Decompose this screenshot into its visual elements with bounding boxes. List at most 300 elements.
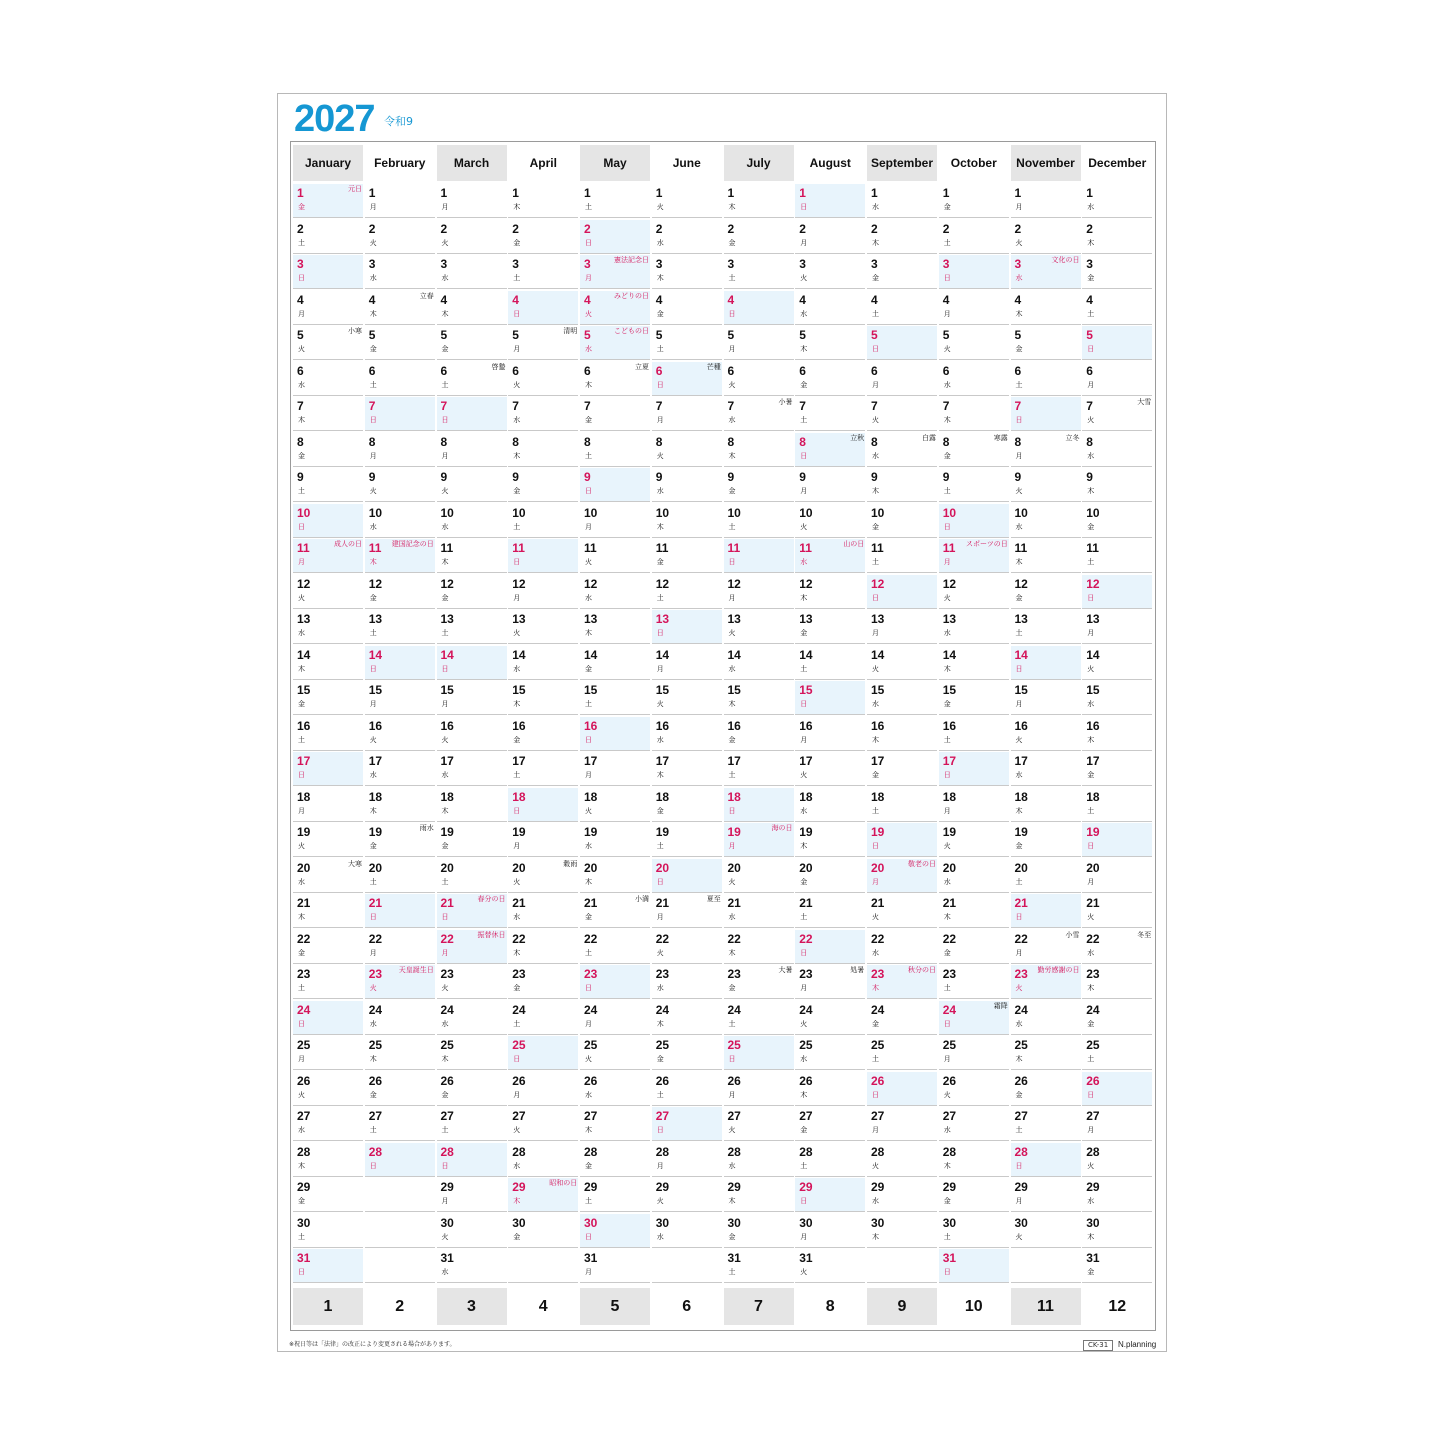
day-number: 27 <box>1086 1109 1100 1123</box>
day-number: 15 <box>799 683 813 697</box>
day-cell <box>867 930 937 964</box>
day-number: 2 <box>368 221 376 236</box>
weekday-label: 水 <box>298 380 305 389</box>
day-number: 7 <box>1014 399 1022 413</box>
weekday-label: 土 <box>369 629 377 637</box>
holiday-label: 海の日 <box>771 824 793 832</box>
day-number: 16 <box>871 718 885 733</box>
weekday-label: 月 <box>800 238 808 247</box>
day-number: 26 <box>727 1073 741 1088</box>
day-number: 26 <box>799 1073 813 1088</box>
day-cell <box>365 468 435 502</box>
weekday-label: 土 <box>656 345 664 353</box>
weekday-label: 土 <box>441 877 449 886</box>
weekday-label: 火 <box>298 842 305 850</box>
day-cell <box>652 1214 722 1248</box>
day-cell <box>1011 539 1081 573</box>
day-number: 12 <box>584 576 598 591</box>
day-number: 20 <box>368 860 383 875</box>
weekday-label: 土 <box>585 948 592 957</box>
holiday-label: 元日 <box>348 185 362 193</box>
day-cell <box>1011 362 1081 396</box>
day-cell <box>1011 610 1081 644</box>
weekday-label: 月 <box>298 806 305 815</box>
day-cell <box>580 610 650 644</box>
day-number: 15 <box>297 683 311 697</box>
weekday-label: 水 <box>1087 451 1095 460</box>
day-number: 28 <box>655 1144 670 1159</box>
day-cell <box>939 433 1009 467</box>
day-cell <box>795 1107 865 1141</box>
day-number: 21 <box>655 896 670 910</box>
weekday-label: 木 <box>298 1161 305 1170</box>
weekday-label: 月 <box>298 309 305 318</box>
day-cell <box>1082 717 1152 751</box>
day-cell <box>293 326 363 360</box>
day-cell <box>939 859 1009 893</box>
day-cell <box>1082 1036 1152 1070</box>
weekday-label: 日 <box>369 1161 377 1170</box>
weekday-label: 月 <box>656 664 664 673</box>
day-number: 25 <box>584 1038 598 1052</box>
day-number: 16 <box>1014 718 1028 733</box>
day-number: 5 <box>512 328 519 342</box>
day-number: 16 <box>1086 718 1100 733</box>
day-number: 4 <box>799 292 806 307</box>
weekday-label: 木 <box>513 948 521 957</box>
day-number: 4 <box>440 292 448 307</box>
day-number: 3 <box>1014 257 1022 271</box>
empty-cell <box>365 1249 435 1283</box>
day-number: 10 <box>584 505 598 520</box>
day-cell <box>795 1178 865 1212</box>
day-number: 9 <box>727 470 735 484</box>
month-number: 6 <box>682 1298 692 1315</box>
weekday-label: 木 <box>943 664 951 673</box>
weekday-label: 木 <box>1015 558 1023 566</box>
day-cell <box>939 894 1009 928</box>
weekday-label: 木 <box>656 771 664 779</box>
day-number: 24 <box>512 1002 526 1017</box>
day-number: 7 <box>1086 399 1093 413</box>
year-title: 2027 <box>294 98 375 140</box>
solar-term-label: 啓蟄 <box>491 362 506 371</box>
weekday-label: 金 <box>513 487 521 495</box>
day-number: 1 <box>942 186 950 200</box>
weekday-label: 月 <box>513 593 521 602</box>
weekday-label: 土 <box>585 451 592 460</box>
day-cell <box>580 823 650 857</box>
day-cell <box>867 291 937 325</box>
day-number: 13 <box>584 612 598 626</box>
day-cell <box>1011 184 1081 218</box>
day-cell <box>365 681 435 715</box>
weekday-label: 水 <box>585 345 592 353</box>
holiday-label: 憲法記念日 <box>614 256 649 264</box>
day-cell <box>652 788 722 822</box>
weekday-label: 火 <box>298 593 305 602</box>
day-cell <box>939 1107 1009 1141</box>
weekday-label: 木 <box>298 664 305 673</box>
day-cell <box>365 362 435 396</box>
day-cell <box>365 1143 435 1177</box>
day-cell <box>580 1143 650 1177</box>
day-number: 9 <box>584 470 591 484</box>
day-cell <box>939 184 1009 218</box>
day-number: 27 <box>727 1109 741 1123</box>
day-number: 4 <box>1086 292 1093 307</box>
day-cell <box>652 255 722 289</box>
weekday-label: 金 <box>800 877 808 886</box>
holiday-label: 山の日 <box>843 540 865 548</box>
day-number: 10 <box>942 505 957 520</box>
weekday-label: 日 <box>1087 345 1095 353</box>
day-cell <box>652 433 722 467</box>
day-number: 13 <box>1086 612 1100 626</box>
day-number: 18 <box>655 789 670 804</box>
day-cell <box>652 894 722 928</box>
weekday-label: 日 <box>513 806 521 815</box>
weekday-label: 日 <box>298 522 305 531</box>
day-number: 8 <box>1014 434 1022 449</box>
weekday-label: 火 <box>585 1055 592 1063</box>
empty-cell <box>652 1249 722 1283</box>
day-cell <box>293 468 363 502</box>
day-number: 19 <box>655 825 670 839</box>
day-number: 2 <box>440 221 448 236</box>
day-number: 29 <box>1086 1180 1100 1194</box>
day-cell <box>508 646 578 680</box>
solar-term-label: 小暑 <box>778 398 793 406</box>
day-cell <box>867 220 937 254</box>
holiday-label: 成人の日 <box>334 540 362 548</box>
solar-term-label: 芒種 <box>706 362 721 371</box>
weekday-label: 金 <box>298 1197 305 1205</box>
day-cell <box>939 646 1009 680</box>
day-cell <box>1011 752 1081 786</box>
weekday-label: 火 <box>872 913 879 921</box>
day-cell <box>293 362 363 396</box>
day-cell <box>437 646 507 680</box>
day-cell <box>795 610 865 644</box>
day-cell <box>724 397 794 431</box>
day-cell <box>1082 468 1152 502</box>
day-number: 2 <box>655 221 663 236</box>
weekday-label: 火 <box>800 1019 808 1028</box>
day-number: 18 <box>297 789 311 804</box>
day-cell <box>437 681 507 715</box>
day-cell <box>652 1143 722 1177</box>
day-number: 4 <box>655 292 663 307</box>
weekday-label: 水 <box>800 1055 808 1063</box>
day-number: 1 <box>584 186 591 200</box>
day-number: 27 <box>799 1109 813 1123</box>
weekday-label: 土 <box>1087 1055 1095 1063</box>
day-number: 3 <box>297 257 304 271</box>
day-number: 9 <box>942 470 950 484</box>
day-cell <box>365 823 435 857</box>
weekday-label: 土 <box>1087 309 1095 318</box>
weekday-label: 月 <box>585 522 592 531</box>
weekday-label: 火 <box>441 735 449 744</box>
day-cell <box>1082 1072 1152 1106</box>
day-cell <box>724 1249 794 1283</box>
weekday-label: 火 <box>656 948 664 957</box>
day-cell <box>867 823 937 857</box>
day-cell <box>365 326 435 360</box>
weekday-label: 木 <box>1087 238 1095 247</box>
day-cell <box>939 397 1009 431</box>
day-number: 23 <box>727 967 741 981</box>
day-cell <box>293 220 363 254</box>
day-number: 17 <box>1014 754 1028 768</box>
weekday-label: 日 <box>656 380 664 389</box>
day-number: 14 <box>942 647 957 662</box>
day-cell <box>867 1036 937 1070</box>
day-number: 23 <box>799 967 813 981</box>
weekday-label: 金 <box>513 1232 521 1241</box>
weekday-label: 日 <box>943 771 951 779</box>
weekday-label: 木 <box>441 1055 449 1063</box>
day-number: 20 <box>584 860 598 875</box>
weekday-label: 木 <box>943 913 951 921</box>
day-cell <box>1082 326 1152 360</box>
weekday-label: 日 <box>369 664 377 673</box>
day-number: 28 <box>1014 1144 1028 1159</box>
day-cell <box>365 1072 435 1106</box>
weekday-label: 火 <box>800 771 808 779</box>
day-number: 10 <box>368 505 383 520</box>
weekday-label: 木 <box>800 1090 808 1099</box>
weekday-label: 日 <box>1015 416 1023 424</box>
weekday-label: 月 <box>369 700 377 708</box>
solar-term-label: 小寒 <box>348 327 362 335</box>
day-cell <box>867 1072 937 1106</box>
day-cell <box>939 1214 1009 1248</box>
weekday-label: 火 <box>728 1126 736 1134</box>
weekday-label: 金 <box>513 238 521 247</box>
weekday-label: 水 <box>943 877 951 886</box>
day-number: 27 <box>655 1109 670 1123</box>
day-number: 29 <box>512 1180 526 1194</box>
day-number: 25 <box>512 1038 526 1052</box>
day-number: 12 <box>871 576 885 591</box>
weekday-label: 日 <box>1087 842 1095 850</box>
weekday-label: 金 <box>943 948 951 957</box>
weekday-label: 水 <box>656 984 664 992</box>
weekday-label: 火 <box>369 487 377 495</box>
weekday-label: 水 <box>369 274 377 282</box>
day-number: 6 <box>440 363 448 378</box>
day-number: 11 <box>297 541 310 555</box>
day-number: 8 <box>727 434 735 449</box>
day-cell <box>580 468 650 502</box>
day-cell <box>437 255 507 289</box>
day-number: 2 <box>1086 221 1093 236</box>
day-number: 18 <box>368 789 383 804</box>
day-number: 15 <box>584 683 598 697</box>
weekday-label: 月 <box>872 877 879 886</box>
day-cell <box>652 184 722 218</box>
day-cell <box>365 894 435 928</box>
day-cell <box>867 717 937 751</box>
weekday-label: 火 <box>728 629 736 637</box>
day-cell <box>365 433 435 467</box>
day-cell <box>939 610 1009 644</box>
weekday-label: 火 <box>943 593 951 602</box>
day-number: 23 <box>584 967 598 981</box>
weekday-label: 金 <box>369 842 377 850</box>
day-cell <box>580 362 650 396</box>
weekday-label: 土 <box>513 522 521 531</box>
weekday-label: 金 <box>1087 274 1095 282</box>
day-number: 31 <box>297 1251 311 1265</box>
weekday-label: 火 <box>800 1268 808 1276</box>
weekday-label: 水 <box>1015 771 1023 779</box>
day-number: 5 <box>440 328 448 342</box>
day-cell <box>724 1001 794 1035</box>
day-cell <box>365 539 435 573</box>
weekday-label: 土 <box>728 1019 736 1028</box>
day-cell <box>437 433 507 467</box>
day-number: 29 <box>727 1180 741 1194</box>
day-cell <box>867 255 937 289</box>
weekday-label: 木 <box>728 948 736 957</box>
weekday-label: 土 <box>441 380 449 389</box>
day-cell <box>724 504 794 538</box>
day-cell <box>1011 1072 1081 1106</box>
weekday-label: 火 <box>656 451 664 460</box>
weekday-label: 水 <box>513 664 521 673</box>
day-cell <box>939 468 1009 502</box>
day-cell <box>724 1107 794 1141</box>
weekday-label: 日 <box>298 1268 305 1276</box>
weekday-label: 月 <box>728 593 736 602</box>
day-number: 18 <box>942 789 957 804</box>
day-number: 24 <box>297 1002 311 1017</box>
weekday-label: 火 <box>872 416 879 424</box>
weekday-label: 金 <box>513 735 521 744</box>
weekday-label: 土 <box>872 1055 879 1063</box>
day-cell <box>580 965 650 999</box>
day-cell <box>724 220 794 254</box>
month-number: 9 <box>867 1288 937 1325</box>
day-number: 13 <box>942 612 957 626</box>
day-cell <box>580 397 650 431</box>
day-cell <box>437 717 507 751</box>
weekday-label: 火 <box>369 238 377 247</box>
day-number: 14 <box>1086 647 1100 662</box>
weekday-label: 火 <box>872 1161 879 1170</box>
day-cell <box>1082 255 1152 289</box>
day-cell <box>293 397 363 431</box>
day-number: 29 <box>297 1180 311 1194</box>
weekday-label: 木 <box>872 735 879 744</box>
solar-term-label: 小雪 <box>1065 930 1080 939</box>
weekday-label: 日 <box>872 593 879 602</box>
day-cell <box>1082 1249 1152 1283</box>
day-number: 14 <box>799 647 813 662</box>
solar-term-label: 冬至 <box>1137 930 1152 939</box>
day-cell <box>293 930 363 964</box>
holiday-label: 秋分の日 <box>908 966 936 974</box>
day-cell <box>724 1143 794 1177</box>
weekday-label: 土 <box>513 1019 521 1028</box>
weekday-label: 木 <box>369 1055 377 1063</box>
weekday-label: 土 <box>728 771 736 779</box>
day-number: 8 <box>584 434 591 449</box>
day-cell <box>365 220 435 254</box>
weekday-label: 土 <box>656 1090 664 1099</box>
day-number: 4 <box>727 292 735 307</box>
weekday-label: 水 <box>585 842 592 850</box>
weekday-label: 土 <box>1015 1126 1023 1134</box>
day-number: 30 <box>512 1215 526 1230</box>
day-number: 6 <box>655 363 663 378</box>
weekday-label: 月 <box>1015 948 1023 957</box>
day-number: 29 <box>1014 1180 1028 1194</box>
weekday-label: 月 <box>298 558 305 566</box>
day-cell <box>724 1214 794 1248</box>
day-cell <box>437 894 507 928</box>
day-cell <box>867 1143 937 1177</box>
weekday-label: 月 <box>800 487 808 495</box>
day-cell <box>293 433 363 467</box>
day-cell <box>437 1107 507 1141</box>
day-cell <box>580 326 650 360</box>
day-number: 16 <box>799 718 813 733</box>
weekday-label: 日 <box>1015 664 1023 673</box>
weekday-label: 木 <box>1087 735 1095 744</box>
day-number: 27 <box>942 1109 957 1123</box>
weekday-label: 金 <box>1087 1268 1095 1276</box>
day-cell <box>867 184 937 218</box>
day-number: 20 <box>512 860 526 875</box>
day-number: 3 <box>1086 257 1093 271</box>
day-cell <box>580 1036 650 1070</box>
weekday-label: 土 <box>800 416 808 424</box>
day-number: 8 <box>655 434 663 449</box>
day-cell <box>508 965 578 999</box>
weekday-label: 火 <box>513 629 521 637</box>
day-number: 26 <box>871 1073 885 1088</box>
day-number: 10 <box>799 505 813 520</box>
product-code: CK-31 <box>1083 1340 1113 1351</box>
weekday-label: 日 <box>1087 593 1095 602</box>
day-number: 5 <box>584 328 591 342</box>
weekday-label: 土 <box>298 487 305 495</box>
weekday-label: 木 <box>1087 487 1095 495</box>
day-number: 15 <box>512 683 526 697</box>
weekday-label: 木 <box>298 416 305 424</box>
day-cell <box>580 1178 650 1212</box>
weekday-label: 土 <box>872 558 879 566</box>
weekday-label: 月 <box>943 558 951 566</box>
weekday-label: 木 <box>369 309 377 318</box>
day-cell <box>652 362 722 396</box>
weekday-label: 水 <box>800 806 808 815</box>
weekday-label: 土 <box>1087 806 1095 815</box>
day-number: 28 <box>942 1144 957 1159</box>
weekday-label: 金 <box>872 522 879 531</box>
solar-term-label: 雨水 <box>419 824 434 832</box>
day-cell <box>580 788 650 822</box>
day-number: 28 <box>512 1144 526 1159</box>
weekday-label: 月 <box>656 416 664 424</box>
weekday-label: 火 <box>1087 416 1095 424</box>
weekday-label: 火 <box>1087 664 1095 673</box>
weekday-label: 金 <box>369 345 377 353</box>
